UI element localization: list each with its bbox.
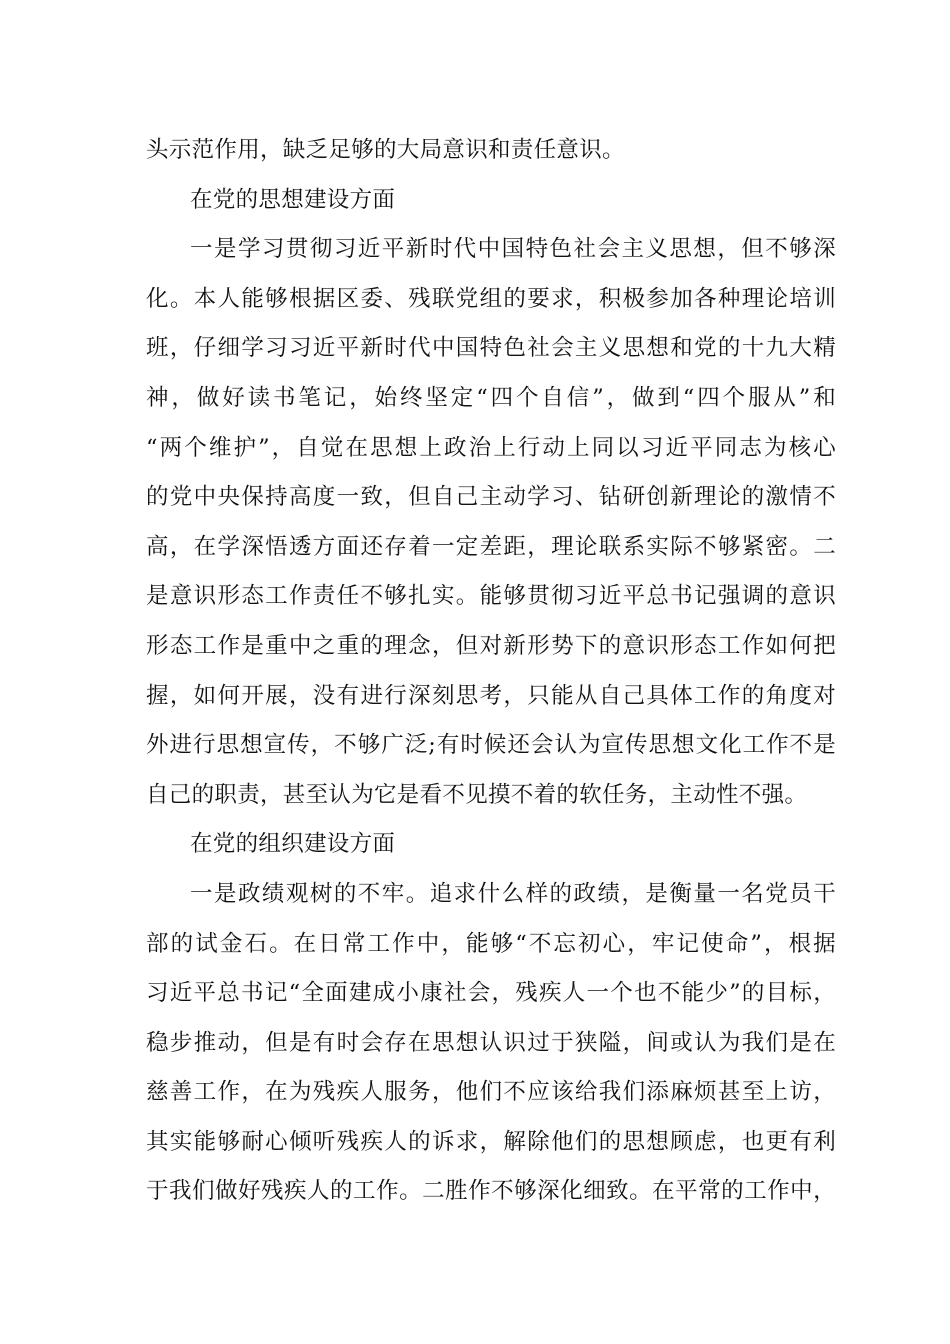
text-line: “两个维护”，自觉在思想上政治上行动上同以习近平同志为核心 [146, 434, 836, 461]
text-line: 在党的思想建设方面 [190, 186, 396, 213]
text-line: 外进行思想宣传，不够广泛;有时候还会认为宣传思想文化工作不是 [146, 732, 836, 759]
text-line: 慈善工作，在为残疾人服务，他们不应该给我们添麻烦甚至上访， [146, 1079, 836, 1106]
text-line: 在党的组织建设方面 [190, 831, 396, 858]
text-line: 于我们做好残疾人的工作。二胜作不够深化细致。在平常的工作中， [146, 1178, 836, 1205]
body-text [146, 126, 836, 1217]
text-line: 的党中央保持高度一致，但自己主动学习、钻研创新理论的激情不 [146, 484, 836, 511]
text-line: 自己的职责，甚至认为它是看不见摸不着的软任务，主动性不强。 [146, 781, 808, 808]
text-line: 一是政绩观树的不牢。追求什么样的政绩，是衡量一名党员干 [190, 880, 836, 907]
text-line: 班，仔细学习习近平新时代中国特色社会主义思想和党的十九大精 [146, 335, 836, 362]
text-line: 是意识形态工作责任不够扎实。能够贯彻习近平总书记强调的意识 [146, 583, 836, 610]
text-line: 部的试金石。在日常工作中，能够“不忘初心，牢记使命”，根据 [146, 930, 836, 957]
text-line: 化。本人能够根据区委、残联党组的要求，积极参加各种理论培训 [146, 285, 836, 312]
text-line: 一是学习贯彻习近平新时代中国特色社会主义思想，但不够深 [190, 236, 836, 263]
text-line: 形态工作是重中之重的理念，但对新形势下的意识形态工作如何把 [146, 632, 836, 659]
text-line: 神，做好读书笔记，始终坚定“四个自信”，做到“四个服从”和 [146, 384, 836, 411]
text-line: 头示范作用，缺乏足够的大局意识和责任意识。 [146, 137, 625, 163]
text-line: 其实能够耐心倾听残疾人的诉求，解除他们的思想顾虑，也更有利 [146, 1128, 836, 1155]
text-line: 握，如何开展，没有进行深刻思考，只能从自己具体工作的角度对 [146, 682, 836, 709]
text-line: 高，在学深悟透方面还存着一定差距，理论联系实际不够紧密。二 [146, 533, 836, 560]
text-line: 稳步推动，但是有时会存在思想认识过于狭隘，间或认为我们是在 [146, 1029, 836, 1056]
text-line: 习近平总书记“全面建成小康社会，残疾人一个也不能少”的目标， [146, 980, 836, 1007]
